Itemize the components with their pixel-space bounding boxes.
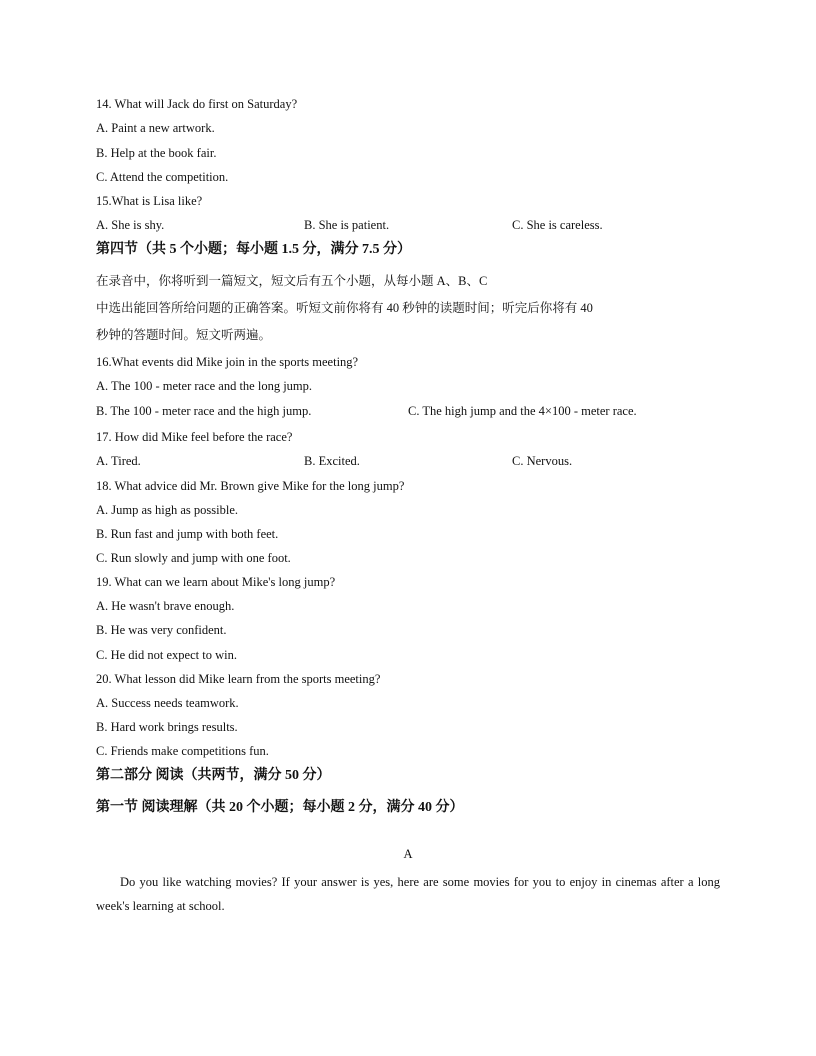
q14-option-b: B. Help at the book fair. [96, 146, 217, 160]
q20-option-c: C. Friends make competitions fun. [96, 744, 269, 758]
part2-heading: 第二部分 阅读（共两节，满分 50 分） [96, 768, 331, 783]
q16-option-a: A. The 100 - meter race and the long jump. [96, 379, 313, 393]
q15-option-c: C. She is careless. [512, 218, 603, 232]
q18-option-c: C. Run slowly and jump with one foot. [96, 551, 291, 565]
q17-question: 17. How did Mike feel before the race? [96, 430, 293, 444]
q17-option-b: B. Excited. [304, 454, 360, 468]
q20-option-b: B. Hard work brings results. [96, 720, 238, 734]
part2-section1-heading: 第一节 阅读理解（共 20 个小题；每小题 2 分，满分 40 分） [96, 800, 464, 815]
q16-option-b: B. The 100 - meter race and the high jump. [96, 404, 312, 418]
q15-question: 15.What is Lisa like? [96, 194, 203, 208]
section4-instruction-line3: 秒钟的答题时间。短文听两遍。 [96, 328, 272, 342]
section4-instruction-line1: 在录音中，你将听到一篇短文，短文后有五个小题，从每小题 A、B、C [96, 274, 488, 288]
section4-heading: 第四节（共 5 个小题；每小题 1.5 分，满分 7.5 分） [96, 242, 411, 257]
q15-option-b: B. She is patient. [304, 218, 390, 232]
q16-question: 16.What events did Mike join in the sports meeting? [96, 355, 359, 369]
q14-option-a: A. Paint a new artwork. [96, 121, 215, 135]
section4-instruction-line2: 中选出能回答所给问题的正确答案。听短文前你将有 40 秒钟的读题时间；听完后你将有 40 [96, 301, 593, 315]
q19-option-a: A. He wasn't brave enough. [96, 599, 235, 613]
q15-option-a: A. She is shy. [96, 218, 165, 232]
passage-label: A [403, 847, 413, 861]
q17-option-c: C. Nervous. [512, 454, 573, 468]
q18-question: 18. What advice did Mr. Brown give Mike for the long jump? [96, 479, 405, 493]
q18-option-a: A. Jump as high as possible. [96, 503, 239, 517]
q17-option-a: A. Tired. [96, 454, 141, 468]
q19-option-c: C. He did not expect to win. [96, 648, 237, 662]
q20-option-a: A. Success needs teamwork. [96, 696, 239, 710]
q16-option-c: C. The high jump and the 4×100 - meter race. [408, 404, 637, 418]
passage-paragraph: Do you like watching movies? If your answer is yes, here are some movies for you to enjoy in cinemas after a long week's learning at school. [96, 875, 720, 913]
q18-option-b: B. Run fast and jump with both feet. [96, 527, 279, 541]
q20-question: 20. What lesson did Mike learn from the sports meeting? [96, 672, 381, 686]
q14-question: 14. What will Jack do first on Saturday? [96, 97, 298, 111]
q19-question: 19. What can we learn about Mike's long jump? [96, 575, 336, 589]
q19-option-b: B. He was very confident. [96, 623, 227, 637]
q14-option-c: C. Attend the competition. [96, 170, 229, 184]
